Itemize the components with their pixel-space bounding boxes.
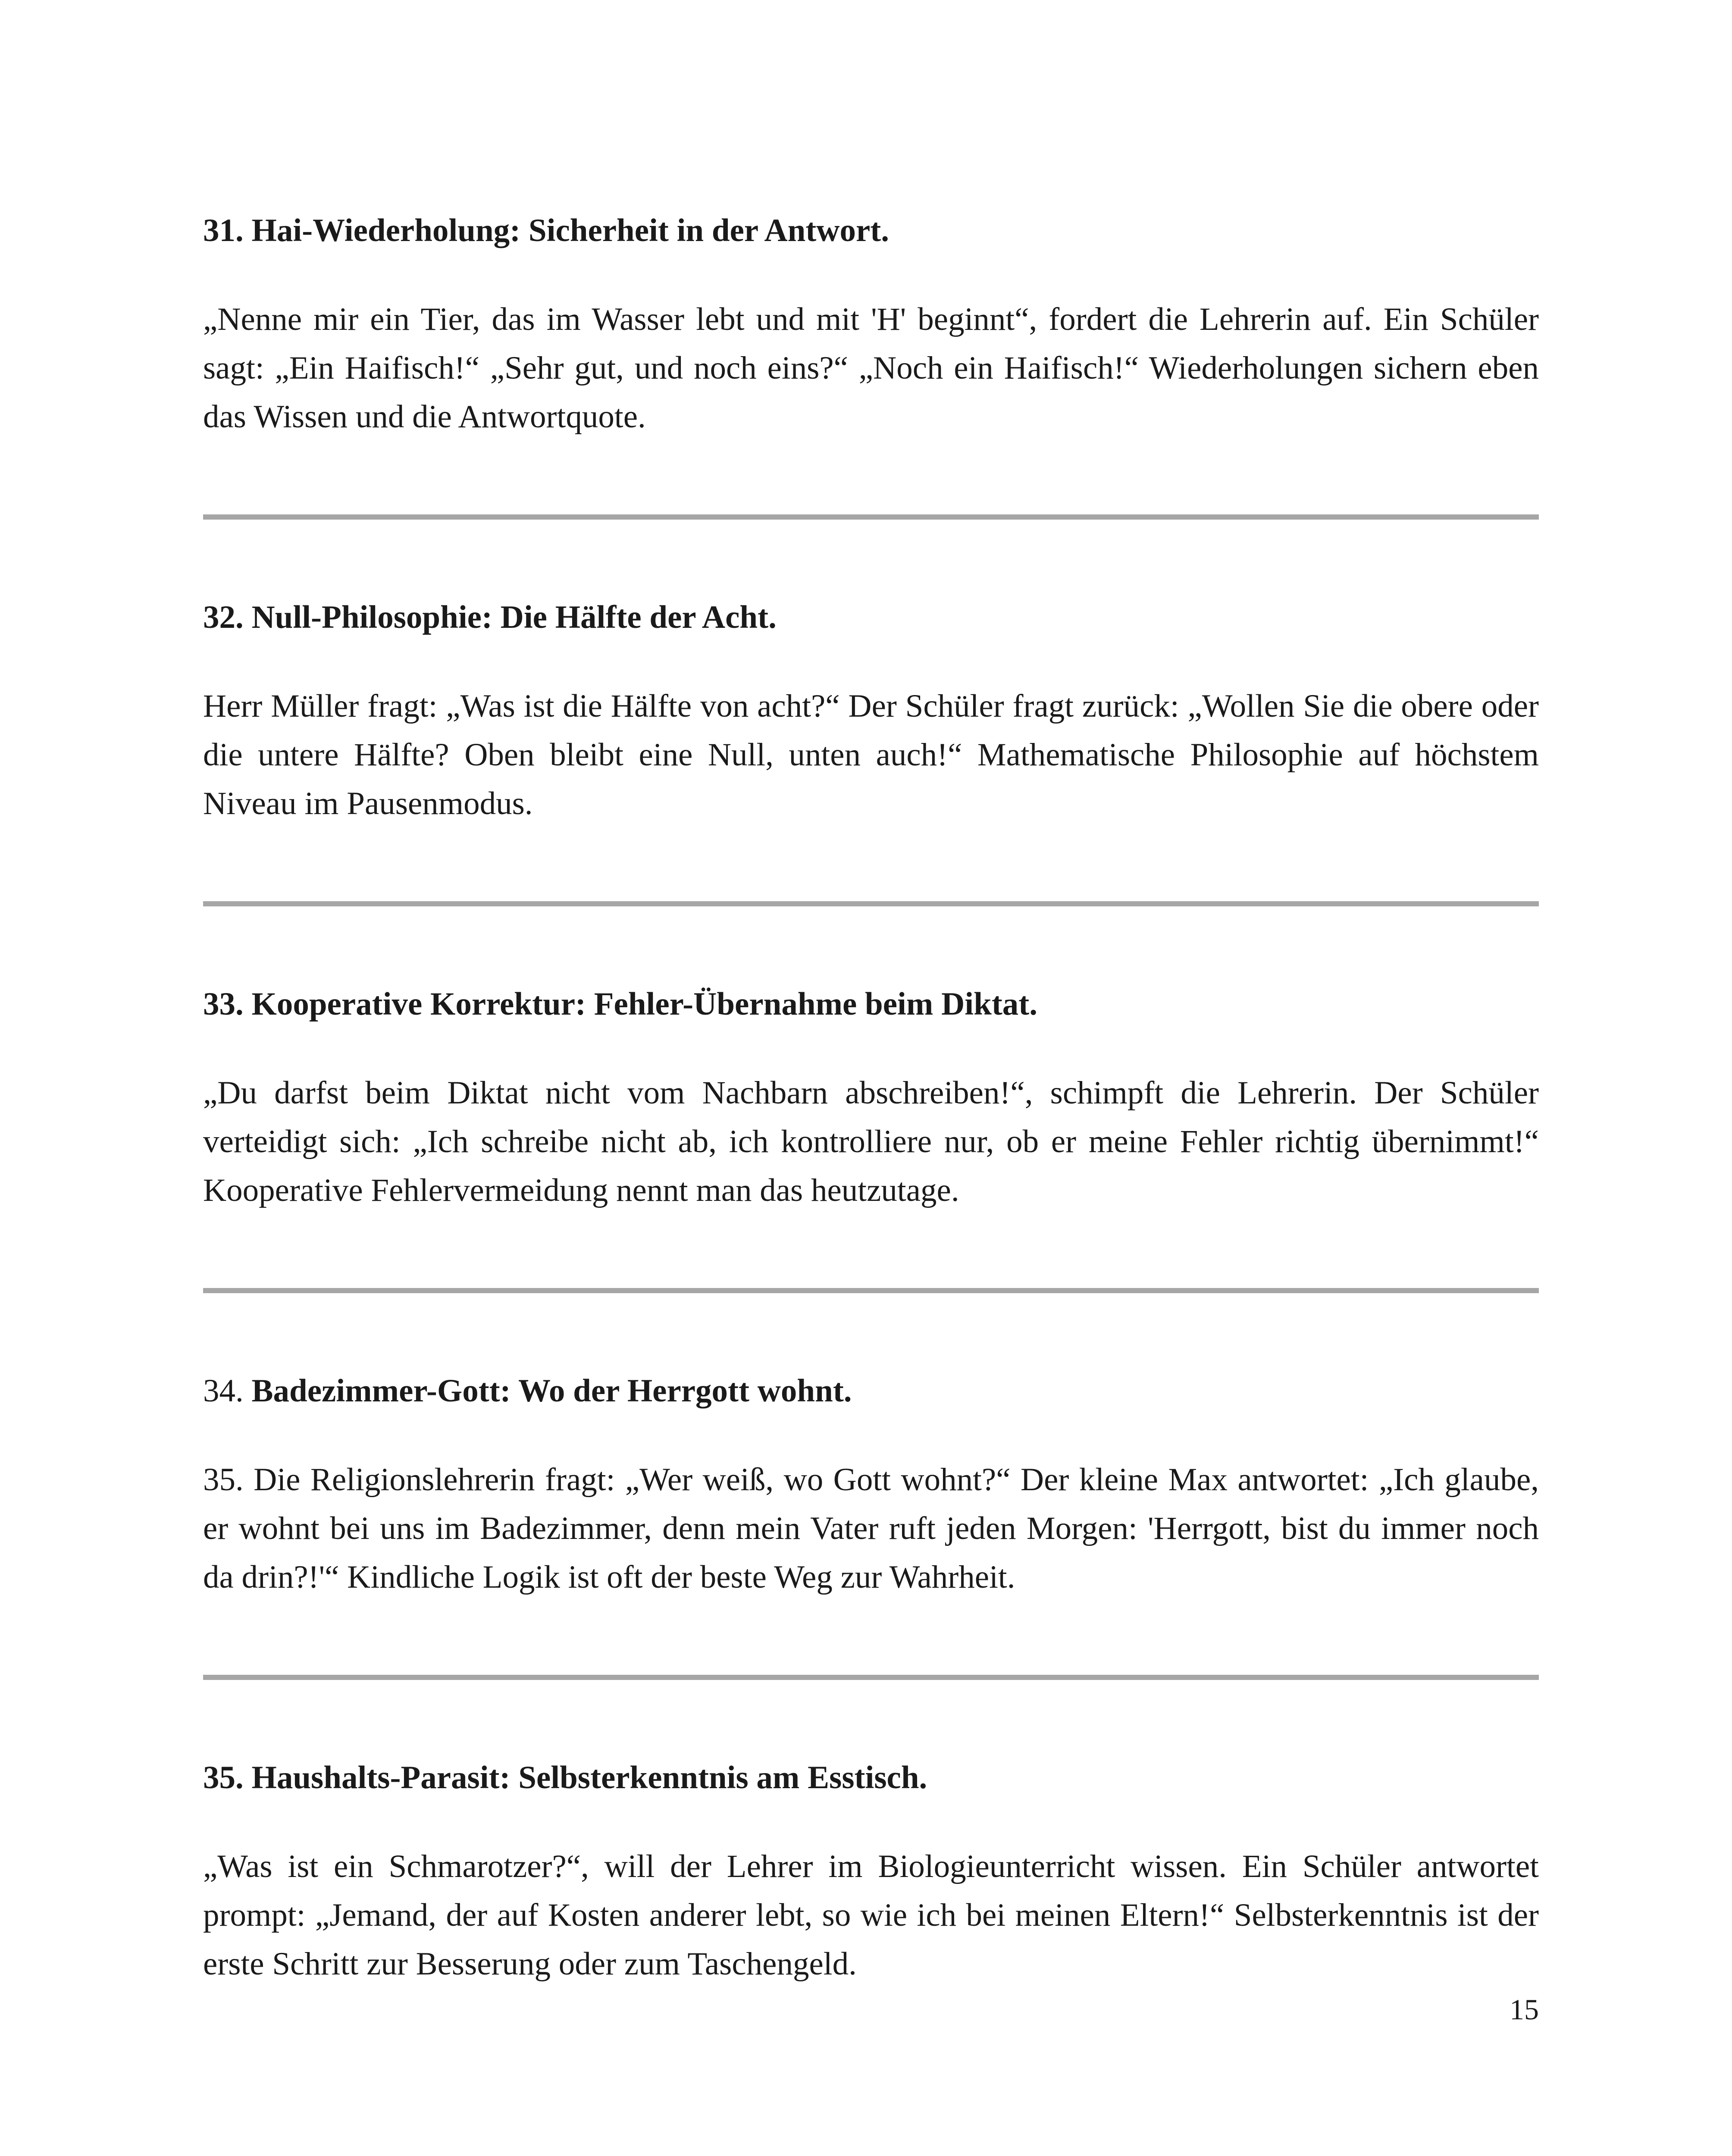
entry-body: „Nenne mir ein Tier, das im Wasser lebt und mit 'H' beginnt“, fordert die Lehrerin auf. Ein Schüler sagt: „Ein Haifisch!“ „Sehr gut, und noch eins?“ „Noch ein Haifisch!“ Wiederholungen sichern eben das Wissen und die Antwortquote. bbox=[203, 301, 1539, 435]
entry-body: „Du darfst beim Diktat nicht vom Nachbarn abschreiben!“, schimpft die Lehrerin. Der Schüler verteidigt sich: „Ich schreibe nicht ab, ich kontrolliere nur, ob er meine Fehler richtig übernimmt!“ Kooperative Fehlervermeidung nennt man das heutzutage. bbox=[203, 1075, 1539, 1208]
entry-35 bbox=[203, 1754, 1539, 1988]
section-divider bbox=[203, 1675, 1539, 1680]
entry-heading bbox=[203, 1367, 1539, 1415]
entry-number: 34. bbox=[203, 1373, 244, 1409]
section-divider bbox=[203, 1288, 1539, 1293]
entry-34 bbox=[203, 1367, 1539, 1601]
entry-31 bbox=[203, 207, 1539, 441]
page-number: 15 bbox=[1510, 1993, 1539, 2026]
entry-heading: 35. Haushalts-Parasit: Selbsterkenntnis am Esstisch. bbox=[203, 1760, 927, 1796]
entry-body: Herr Müller fragt: „Was ist die Hälfte von acht?“ Der Schüler fragt zurück: „Wollen Sie die obere oder die untere Hälfte? Oben bleibt eine Null, unten auch!“ Mathematische Philosophie auf höchstem Niveau im Pausenmodus. bbox=[203, 688, 1539, 821]
entry-title-text: Badezimmer-Gott: Wo der Herrgott wohnt. bbox=[251, 1373, 852, 1409]
entry-heading: 31. Hai-Wiederholung: Sicherheit in der Antwort. bbox=[203, 213, 889, 248]
document-page bbox=[203, 207, 1539, 1988]
entry-body: „Was ist ein Schmarotzer?“, will der Lehrer im Biologieunterricht wissen. Ein Schüler antwortet prompt: „Jemand, der auf Kosten anderer lebt, so wie ich bei meinen Eltern!“ Selbsterkenntnis ist der erste Schritt zur Besserung oder zum Taschengeld. bbox=[203, 1849, 1539, 1982]
entry-33 bbox=[203, 981, 1539, 1215]
section-divider bbox=[203, 901, 1539, 906]
entry-body: 35. Die Religionslehrerin fragt: „Wer weiß, wo Gott wohnt?“ Der kleine Max antwortet: „Ich glaube, er wohnt bei uns im Badezimmer, denn mein Vater ruft jeden Morgen: 'Herrgott, bist du immer noch da drin?!'“ Kindliche Logik ist oft der beste Weg zur Wahrheit. bbox=[203, 1462, 1539, 1595]
entry-heading: 32. Null-Philosophie: Die Hälfte der Acht. bbox=[203, 599, 777, 635]
entry-heading: 33. Kooperative Korrektur: Fehler-Übernahme beim Diktat. bbox=[203, 986, 1038, 1022]
entry-32 bbox=[203, 594, 1539, 828]
section-divider bbox=[203, 514, 1539, 520]
